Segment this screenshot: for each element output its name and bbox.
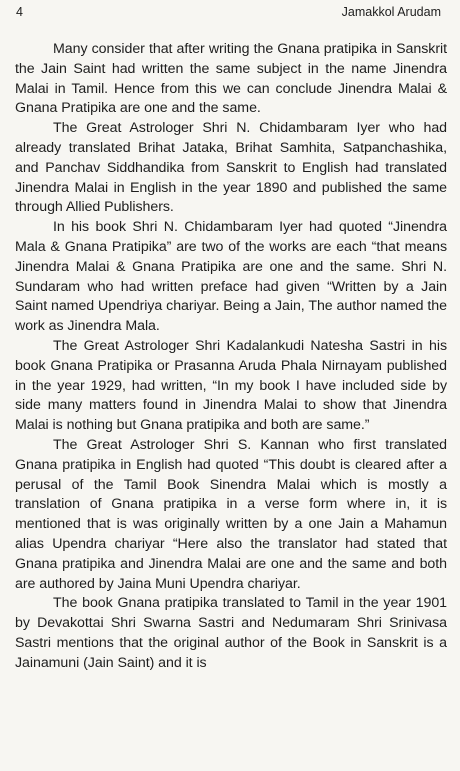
paragraph: The Great Astrologer Shri N. Chidambaram Iyer who had already translated Brihat Jataka, Brihat Samhita, Satpanchashika, and Panchav Siddhandika from Sanskrit to English had translated Jinendra Malai in English in the year 1890 and published the same through Allied Publishers. [15, 120, 447, 216]
paragraph: The Great Astrologer Shri Kadalankudi Natesha Sastri in his book Gnana Pratipika or Prasanna Aruda Phala Nirnayam published in the year 1929, had written, “In my book I have included side by side many matters found in Jinendra Malai to show that Jinendra Malai is nothing but Gnana pratipika and both are same.” [15, 337, 447, 434]
paragraph: In his book Shri N. Chidambaram Iyer had quoted “Jinendra Mala & Gnana Pratipika” are two of the works are each “that means Jinendra Malai & Gnana Pratipika are one and the same. Shri N. Sundaram who had written preface had given “Written by a Jain Saint named Upendriya chariyar. Being a Jain, The author named the work as Jinendra Mala. [15, 219, 447, 335]
page-header [15, 4, 447, 20]
paragraph: Many consider that after writing the Gnana pratipika in Sanskrit the Jain Saint had written the same subject in the name Jinendra Malai in Tamil. Hence from this we can conclude Jinendra Malai & Gnana Pratipika are one and the same. [15, 41, 447, 117]
body-text [15, 40, 447, 674]
paragraph: The book Gnana pratipika translated to Tamil in the year 1901 by Devakottai Shri Swarna Sastri and Nedumaram Shri Srinivasa Sastri mentions that the original author of the Book in Sanskrit is a Jainamuni (Jain Saint) and it is [15, 595, 447, 671]
running-title: Jamakkol Arudam [341, 5, 441, 19]
paragraph: The Great Astrologer Shri S. Kannan who first translated Gnana pratipika in English had quoted “This doubt is cleared after a perusal of the Tamil Book Sinendra Malai which is mostly a translation of Gnana pratipika in a verse form where in, it is mentioned that is was originally written by a one Jain a Mahamun alias Upendra chariyar “Here also the translator had stated that Gnana pratipika and Jinendra Malai are one and the same and both are authored by Jaina Muni Upendra chariyar. [15, 436, 447, 592]
page-number: 4 [16, 5, 23, 19]
